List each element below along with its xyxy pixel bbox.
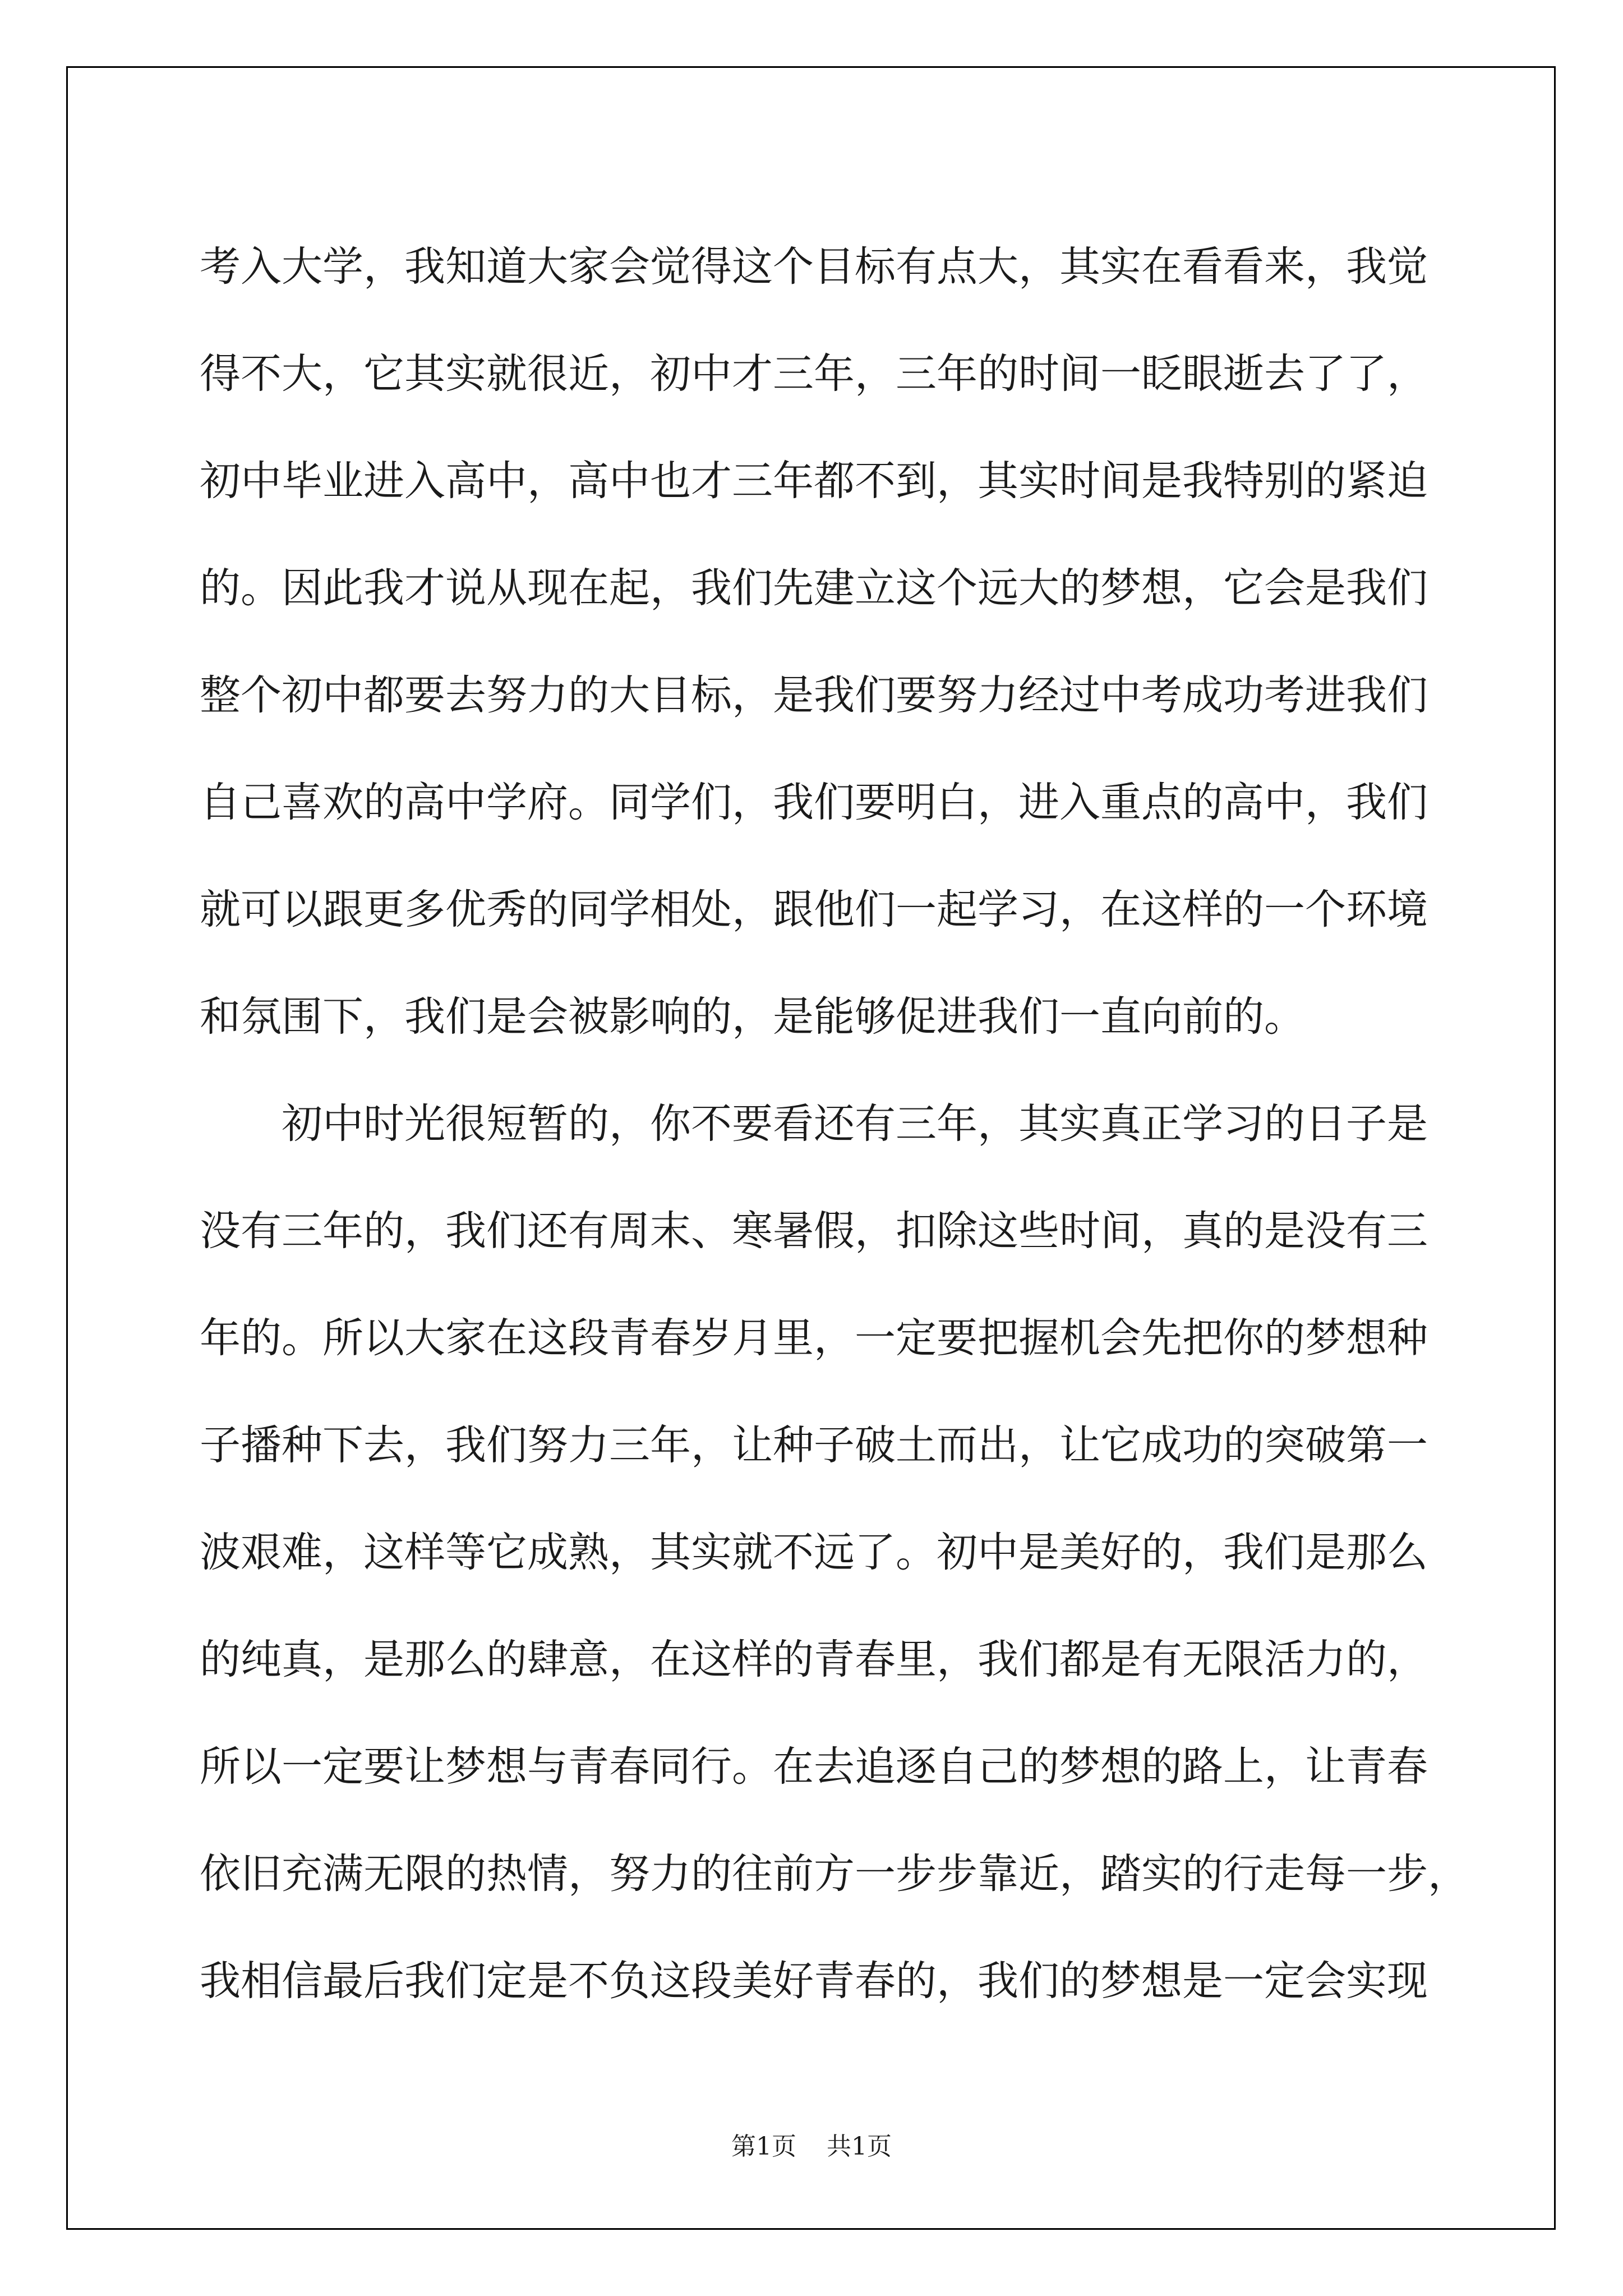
page-number: 第1页 — [731, 2132, 796, 2161]
document-body — [200, 213, 1469, 2035]
text-line: 和氛围下，我们是会被影响的，是能够促进我们一直向前的。 — [200, 993, 1305, 1041]
text-line: 的纯真，是那么的肆意，在这样的青春里，我们都是有无限活力的， — [200, 1636, 1428, 1683]
text-line: 我相信最后我们定是不负这段美好青春的，我们的梦想是一定会实现 — [200, 1957, 1428, 2005]
text-line: 波艰难，这样等它成熟，其实就不远了。初中是美好的，我们是那么 — [200, 1529, 1428, 1576]
text-line: 得不大，它其实就很近，初中才三年，三年的时间一眨眼逝去了了， — [200, 350, 1428, 398]
paragraph-first-line: 初中时光很短暂的，你不要看还有三年，其实真正学习的日子是 — [282, 1100, 1428, 1148]
text-line: 没有三年的，我们还有周末、寒暑假，扣除这些时间，真的是没有三 — [200, 1207, 1428, 1255]
text-line: 初中毕业进入高中，高中也才三年都不到，其实时间是我特别的紧迫 — [200, 457, 1428, 505]
text-line: 子播种下去，我们努力三年，让种子破土而出，让它成功的突破第一 — [200, 1421, 1428, 1469]
text-line: 就可以跟更多优秀的同学相处，跟他们一起学习，在这样的一个环境 — [200, 886, 1428, 933]
text-line: 整个初中都要去努力的大目标，是我们要努力经过中考成功考进我们 — [200, 671, 1428, 719]
text-line: 考入大学，我知道大家会觉得这个目标有点大，其实在看看来，我觉 — [200, 243, 1428, 291]
text-line: 的。因此我才说从现在起，我们先建立这个远大的梦想，它会是我们 — [200, 564, 1428, 612]
page-footer — [0, 2126, 1623, 2162]
page-total: 共1页 — [827, 2132, 892, 2161]
text-line: 年的。所以大家在这段青春岁月里，一定要把握机会先把你的梦想种 — [200, 1314, 1428, 1362]
text-line: 自己喜欢的高中学府。同学们，我们要明白，进入重点的高中，我们 — [200, 779, 1428, 826]
text-line: 依旧充满无限的热情，努力的往前方一步步靠近，踏实的行走每一步， — [200, 1850, 1469, 1898]
text-line: 所以一定要让梦想与青春同行。在去追逐自己的梦想的路上，让青春 — [200, 1743, 1428, 1791]
